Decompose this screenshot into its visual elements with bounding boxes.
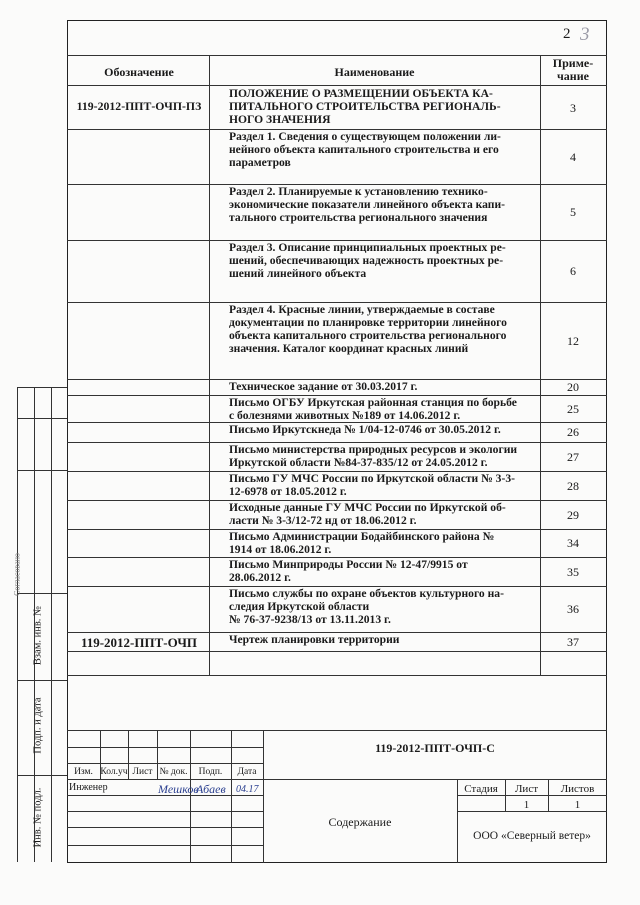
row-note: 4 bbox=[570, 150, 576, 164]
signature-date: 04.17 bbox=[236, 784, 259, 795]
row-note: 25 bbox=[567, 402, 579, 416]
titleblock-sheet: 1 bbox=[523, 799, 530, 811]
side-strip-divider bbox=[17, 418, 67, 419]
row-note: 20 bbox=[567, 380, 579, 394]
titleblock-grid bbox=[67, 845, 263, 846]
titleblock-grid bbox=[67, 827, 263, 828]
row-name: ПОЛОЖЕНИЕ О РАЗМЕЩЕНИИ ОБЪЕКТА КА- ПИТАЛЬНОГО СТРОИТЕЛЬСТВА РЕГИОНАЛЬ- НОГО ЗНАЧЕНИЯ bbox=[229, 87, 501, 126]
titleblock-title: Содержание bbox=[328, 815, 392, 829]
table-bottom-border bbox=[67, 675, 607, 676]
titleblock-grid bbox=[67, 779, 607, 780]
row-name: Письмо службы по охране объектов культурного на- следия Иркутской области № 76-37-9238/13 от 13.11.2013 г. bbox=[229, 587, 504, 626]
row-name: Техническое задание от 30.03.2017 г. bbox=[229, 380, 418, 393]
row-note: 29 bbox=[567, 508, 579, 522]
side-strip-divider bbox=[17, 470, 67, 471]
titleblock-sheets: 1 bbox=[574, 799, 581, 811]
table-header-border bbox=[67, 85, 607, 86]
row-name: Письмо Иркутскнеда № 1/04-12-0746 от 30.05.2012 г. bbox=[229, 423, 501, 436]
row-name: Письмо министерства природных ресурсов и экологии Иркутской области №84-37-835/12 от 24.05.2012 г. bbox=[229, 443, 518, 469]
row-name: Письмо Администрации Бодайбинского района № 1914 от 18.06.2012 г. bbox=[229, 530, 495, 556]
row-note: 6 bbox=[570, 264, 576, 278]
side-label-inv: Инв. № подл. bbox=[32, 787, 44, 848]
titleblock-company: ООО «Северный ветер» bbox=[473, 830, 591, 842]
row-note: 27 bbox=[567, 450, 579, 464]
titleblock-col-izm: Изм. bbox=[74, 767, 93, 777]
row-code: 119-2012-ППТ-ОЧП bbox=[80, 635, 198, 650]
page-number: 2 bbox=[563, 26, 571, 42]
titleblock-grid bbox=[457, 795, 607, 796]
row-note: 26 bbox=[567, 425, 579, 439]
row-name: Чертеж планировки территории bbox=[229, 633, 400, 646]
row-note: 3 bbox=[570, 101, 576, 115]
signature-1: Мешков bbox=[158, 782, 199, 796]
titleblock-col-koluch: Кол.уч bbox=[100, 767, 128, 777]
row-name: Исходные данные ГУ МЧС России по Иркутской об- ласти № 3-3/12-72 нд от 18.06.2012 г. bbox=[229, 501, 506, 527]
titleblock-role: Инженер bbox=[69, 782, 108, 793]
row-note: 34 bbox=[567, 536, 579, 550]
row-code: 119-2012-ППТ-ОЧП-ПЗ bbox=[76, 99, 202, 113]
titleblock-col-ndok: № док. bbox=[159, 767, 188, 777]
titleblock-grid bbox=[457, 811, 607, 812]
titleblock-grid bbox=[67, 747, 263, 748]
row-note: 35 bbox=[567, 565, 579, 579]
titleblock-border bbox=[67, 730, 607, 731]
side-strip-divider bbox=[17, 775, 67, 776]
titleblock-col-data: Дата bbox=[237, 767, 257, 777]
row-note: 28 bbox=[567, 479, 579, 493]
titleblock-grid bbox=[231, 730, 232, 863]
side-strip-border bbox=[17, 387, 18, 862]
titleblock-stage-label: Стадия bbox=[464, 783, 498, 795]
table-top-border bbox=[67, 55, 607, 56]
signature-2: Абаев bbox=[196, 782, 226, 796]
side-label-vzam: Взам. инв. № bbox=[32, 605, 44, 666]
titleblock-sheet-label: Лист bbox=[514, 783, 539, 795]
header-designation: Обозначение bbox=[104, 65, 174, 79]
titleblock-doc-code: 119-2012-ППТ-ОЧП-С bbox=[375, 741, 495, 755]
titleblock-grid bbox=[67, 811, 263, 812]
side-strip-divider bbox=[51, 387, 52, 862]
row-note: 37 bbox=[567, 635, 579, 649]
row-divider bbox=[67, 651, 607, 652]
row-note: 36 bbox=[567, 602, 579, 616]
side-strip-border bbox=[17, 387, 67, 388]
header-note: Приме- чание bbox=[552, 56, 594, 83]
row-name: Раздел 3. Описание принципиальных проектных ре- шений, обеспечивающих надежность проектных ре- шений линейного объекта bbox=[229, 241, 506, 280]
side-label-podp: Подп. и дата bbox=[32, 697, 44, 754]
side-strip-divider bbox=[17, 680, 67, 681]
titleblock-col-list: Лист bbox=[132, 767, 153, 777]
header-name: Наименование bbox=[334, 65, 415, 79]
row-note: 12 bbox=[567, 334, 579, 348]
titleblock-col-podp: Подп. bbox=[198, 767, 223, 777]
row-note: 5 bbox=[570, 205, 576, 219]
row-name: Раздел 1. Сведения о существующем положении ли- нейного объекта капитального строительства и его параметров bbox=[229, 130, 501, 169]
side-strip-divider bbox=[17, 593, 67, 594]
handwritten-page-number: 3 bbox=[580, 24, 590, 45]
row-name: Раздел 4. Красные линии, утверждаемые в составе документации по планировке территории линейного объекта капитального строительства регионального значения. Каталог координат красных линий bbox=[229, 303, 507, 355]
column-divider bbox=[209, 55, 210, 675]
titleblock-grid bbox=[67, 763, 263, 764]
titleblock-sheets-label: Листов bbox=[560, 783, 595, 795]
row-name: Раздел 2. Планируемые к установлению технико- экономические показатели линейного объекта капи- тального строительства регионального значения bbox=[229, 185, 506, 224]
row-name: Письмо ОГБУ Иркутская районная станция по борьбе с болезнями животных №189 от 14.06.2012 г. bbox=[229, 396, 517, 422]
side-label-sogl: Согласовано bbox=[12, 553, 22, 596]
row-name: Письмо Минприроды России № 12-47/9915 от 28.06.2012 г. bbox=[229, 558, 468, 584]
row-name: Письмо ГУ МЧС России по Иркутской области № 3-3- 12-6978 от 18.05.2012 г. bbox=[229, 472, 515, 498]
